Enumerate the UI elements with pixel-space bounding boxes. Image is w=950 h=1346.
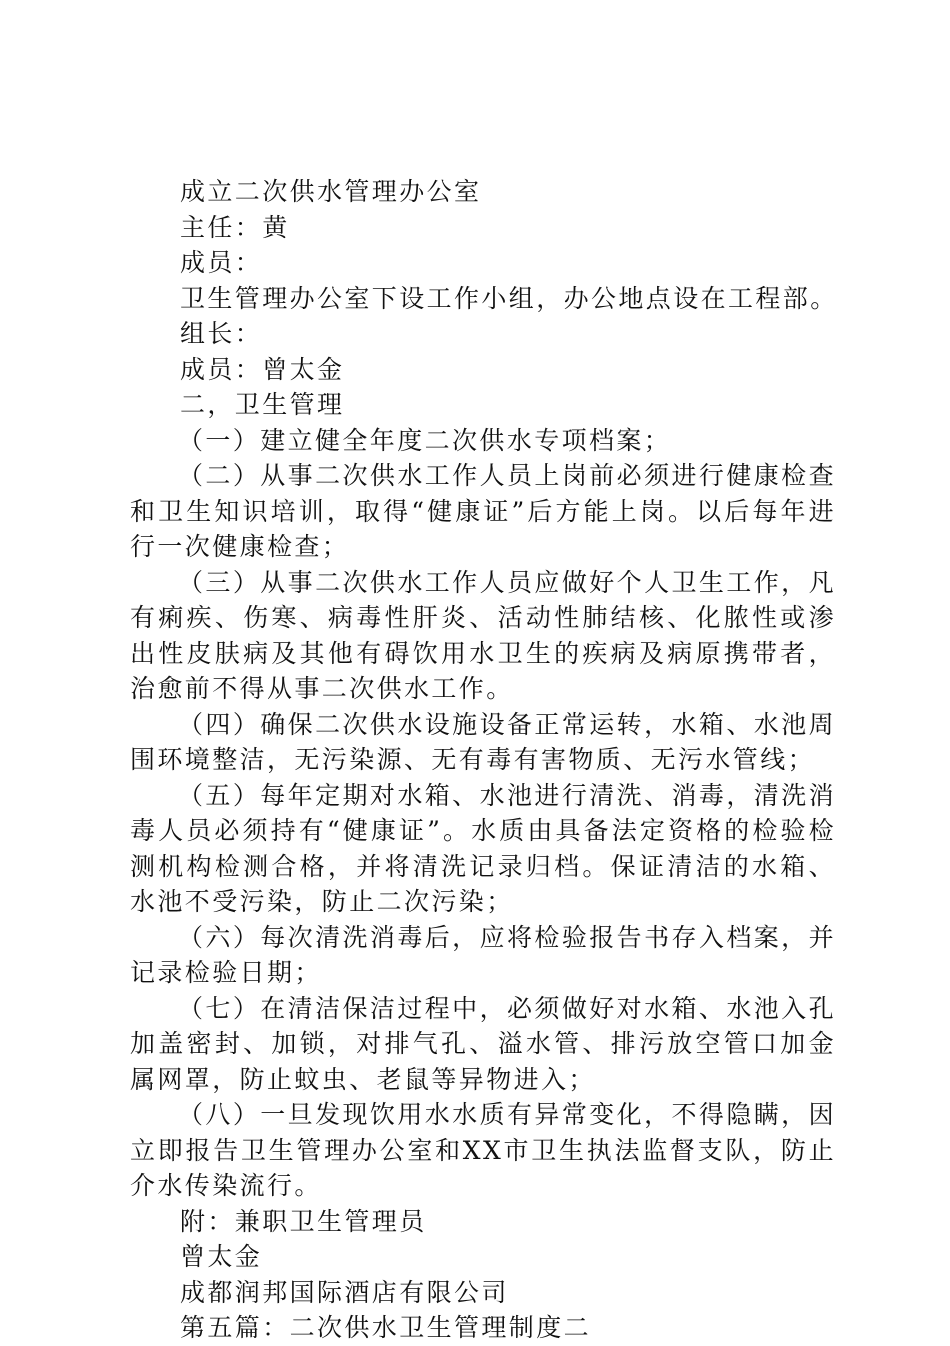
chapter-title: 第五篇：二次供水卫生管理制度二 [180, 1313, 592, 1342]
item-8: （八）一旦发现饮用水水质有异常变化，不得隐瞒，因立即报告卫生管理办公室和XX市卫生执法监督支队，防止介水传染流行。 [130, 1100, 836, 1200]
item-5: （五）每年定期对水箱、水池进行清洗、消毒，清洗消毒人员必须持有“健康证”。水质由具备法定资格的检验检测机构检测合格，并将清洗记录归档。保证清洁的水箱、水池不受污染，防止二次污染； [130, 780, 836, 916]
section-heading: 二，卫生管理 [180, 390, 345, 419]
document-body [130, 174, 836, 1346]
appendix-line: 附：兼职卫生管理员 [180, 1206, 427, 1236]
working-group-line: 卫生管理办公室下设工作小组，办公地点设在工程部。 [180, 283, 838, 313]
leader-line: 组长： [180, 319, 263, 348]
office-heading: 成立二次供水管理办公室 [180, 177, 482, 206]
item-2: （二）从事二次供水工作人员上岗前必须进行健康检查和卫生知识培训，取得“健康证”后方能上岗。以后每年进行一次健康检查； [130, 461, 836, 561]
item-3: （三）从事二次供水工作人员应做好个人卫生工作，凡有痢疾、伤寒、病毒性肝炎、活动性肺结核、化脓性或渗出性皮肤病及其他有碍饮用水卫生的疾病及病原携带者，治愈前不得从事二次供水工作。 [130, 567, 836, 703]
item-1: （一）建立健全年度二次供水专项档案； [178, 425, 672, 455]
company-name: 成都润邦国际酒店有限公司 [180, 1277, 509, 1307]
item-7: （七）在清洁保洁过程中，必须做好对水箱、水池入孔加盖密封、加锁，对排气孔、溢水管、排污放空管口加金属网罩，防止蚊虫、老鼠等异物进入； [130, 993, 836, 1094]
item-4: （四）确保二次供水设施设备正常运转，水箱、水池周围环境整洁，无污染源、无有毒有害物质、无污水管线； [130, 709, 836, 774]
item-6: （六）每次清洗消毒后，应将检验报告书存入档案，并记录检验日期； [130, 922, 836, 987]
manager-name: 曾太金 [180, 1242, 263, 1271]
director-line: 主任：黄 [180, 212, 290, 242]
members-line: 成员： [180, 248, 263, 277]
group-members-line: 成员：曾太金 [180, 354, 345, 384]
